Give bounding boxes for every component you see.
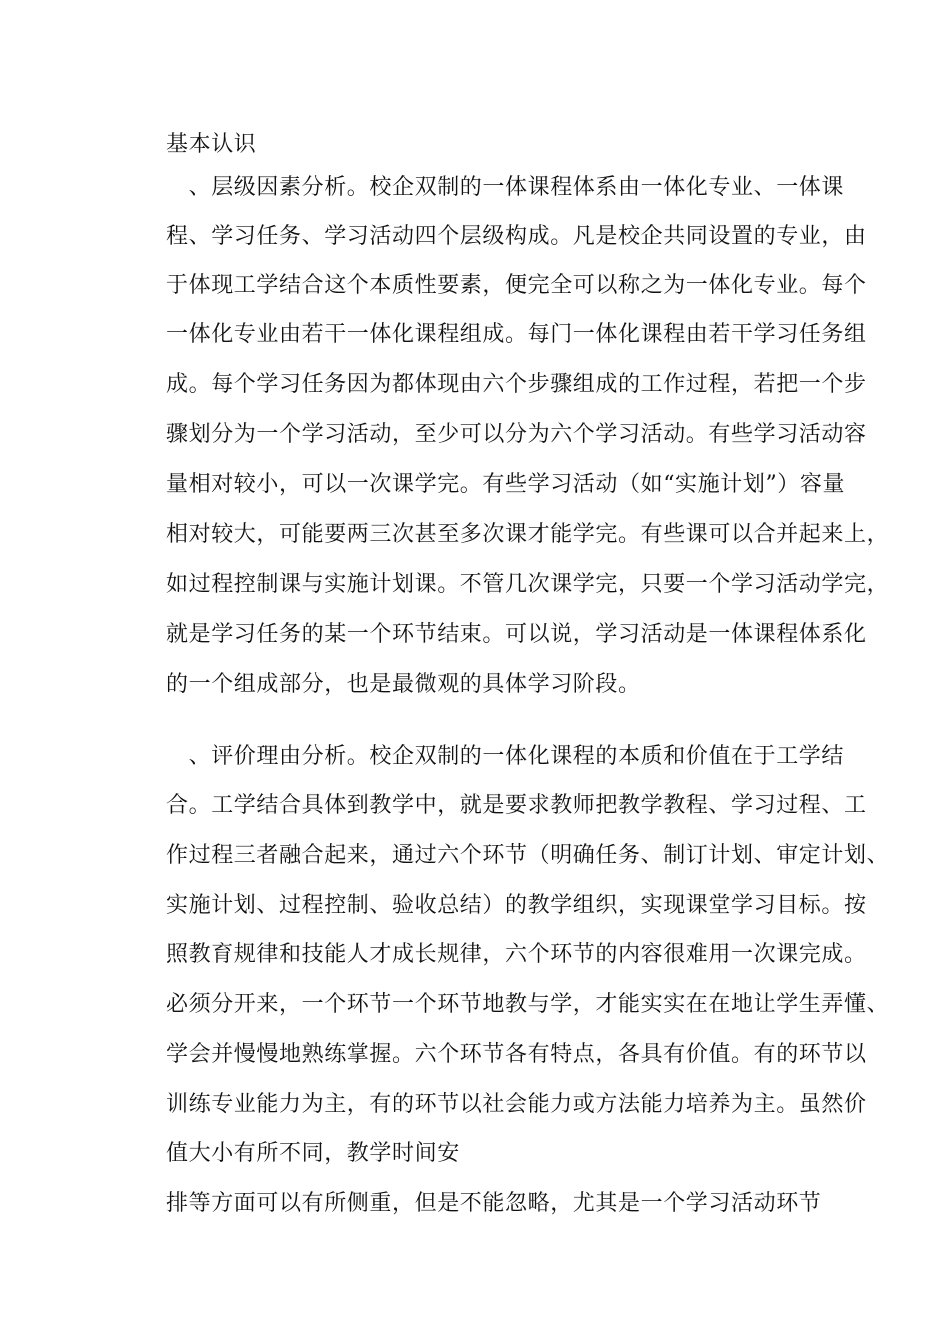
paragraph-1-line-3: 于体现工学结合这个本质性要素，便完全可以称之为一体化专业。每个 [166,273,867,298]
paragraph-2-line-5: 照教育规律和技能人才成长规律，六个环节的内容很难用一次课完成。 [166,942,867,967]
paragraph-2-line-2: 合。工学结合具体到教学中，就是要求教师把教学教程、学习过程、工 [166,793,867,818]
paragraph-2-line-7: 学会并慢慢地熟练掌握。六个环节各有特点，各具有价值。有的环节以 [166,1042,867,1067]
paragraph-2-line-3: 作过程三者融合起来，通过六个环节（明确任务、制订计划、审定计划、 [166,843,890,868]
paragraph-1-line-6: 骤划分为一个学习活动，至少可以分为六个学习活动。有些学习活动容 [166,422,867,447]
paragraph-1-line-11: 的一个组成部分，也是最微观的具体学习阶段。 [166,672,641,697]
paragraph-3-line-1: 排等方面可以有所侧重，但是不能忽略，尤其是一个学习活动环节 [166,1191,822,1216]
paragraph-1-line-8: 相对较大，可能要两三次甚至多次课才能学完。有些课可以合并起来上， [166,522,890,547]
paragraph-2-line-1: 、评价理由分析。校企双制的一体化课程的本质和价值在于工学结 [166,744,845,769]
paragraph-2-line-8: 训练专业能力为主，有的环节以社会能力或方法能力培养为主。虽然价 [166,1092,867,1117]
paragraph-1-line-5: 成。每个学习任务因为都体现由六个步骤组成的工作过程，若把一个步 [166,372,867,397]
paragraph-1-line-10: 就是学习任务的某一个环节结束。可以说，学习活动是一体课程体系化 [166,622,867,647]
paragraph-2-line-9: 值大小有所不同，教学时间安 [166,1141,460,1166]
paragraph-2-line-4: 实施计划、过程控制、验收总结）的教学组织，实现课堂学习目标。按 [166,893,867,918]
paragraph-1-line-4: 一体化专业由若干一体化课程组成。每门一体化课程由若干学习任务组 [166,322,867,347]
paragraph-2-line-6: 必须分开来，一个环节一个环节地教与学，才能实实在在地让学生弄懂、 [166,992,890,1017]
paragraph-1-line-2: 程、学习任务、学习活动四个层级构成。凡是校企共同设置的专业，由 [166,224,867,249]
paragraph-1-line-1: 、层级因素分析。校企双制的一体课程体系由一体化专业、一体课 [166,175,845,200]
paragraph-1-line-9: 如过程控制课与实施计划课。不管几次课学完，只要一个学习活动学完， [166,572,890,597]
paragraph-1-line-7: 量相对较小，可以一次课学完。有些学习活动（如“实施计划”）容量 [166,472,846,497]
section-heading: 基本认识 [166,132,257,157]
